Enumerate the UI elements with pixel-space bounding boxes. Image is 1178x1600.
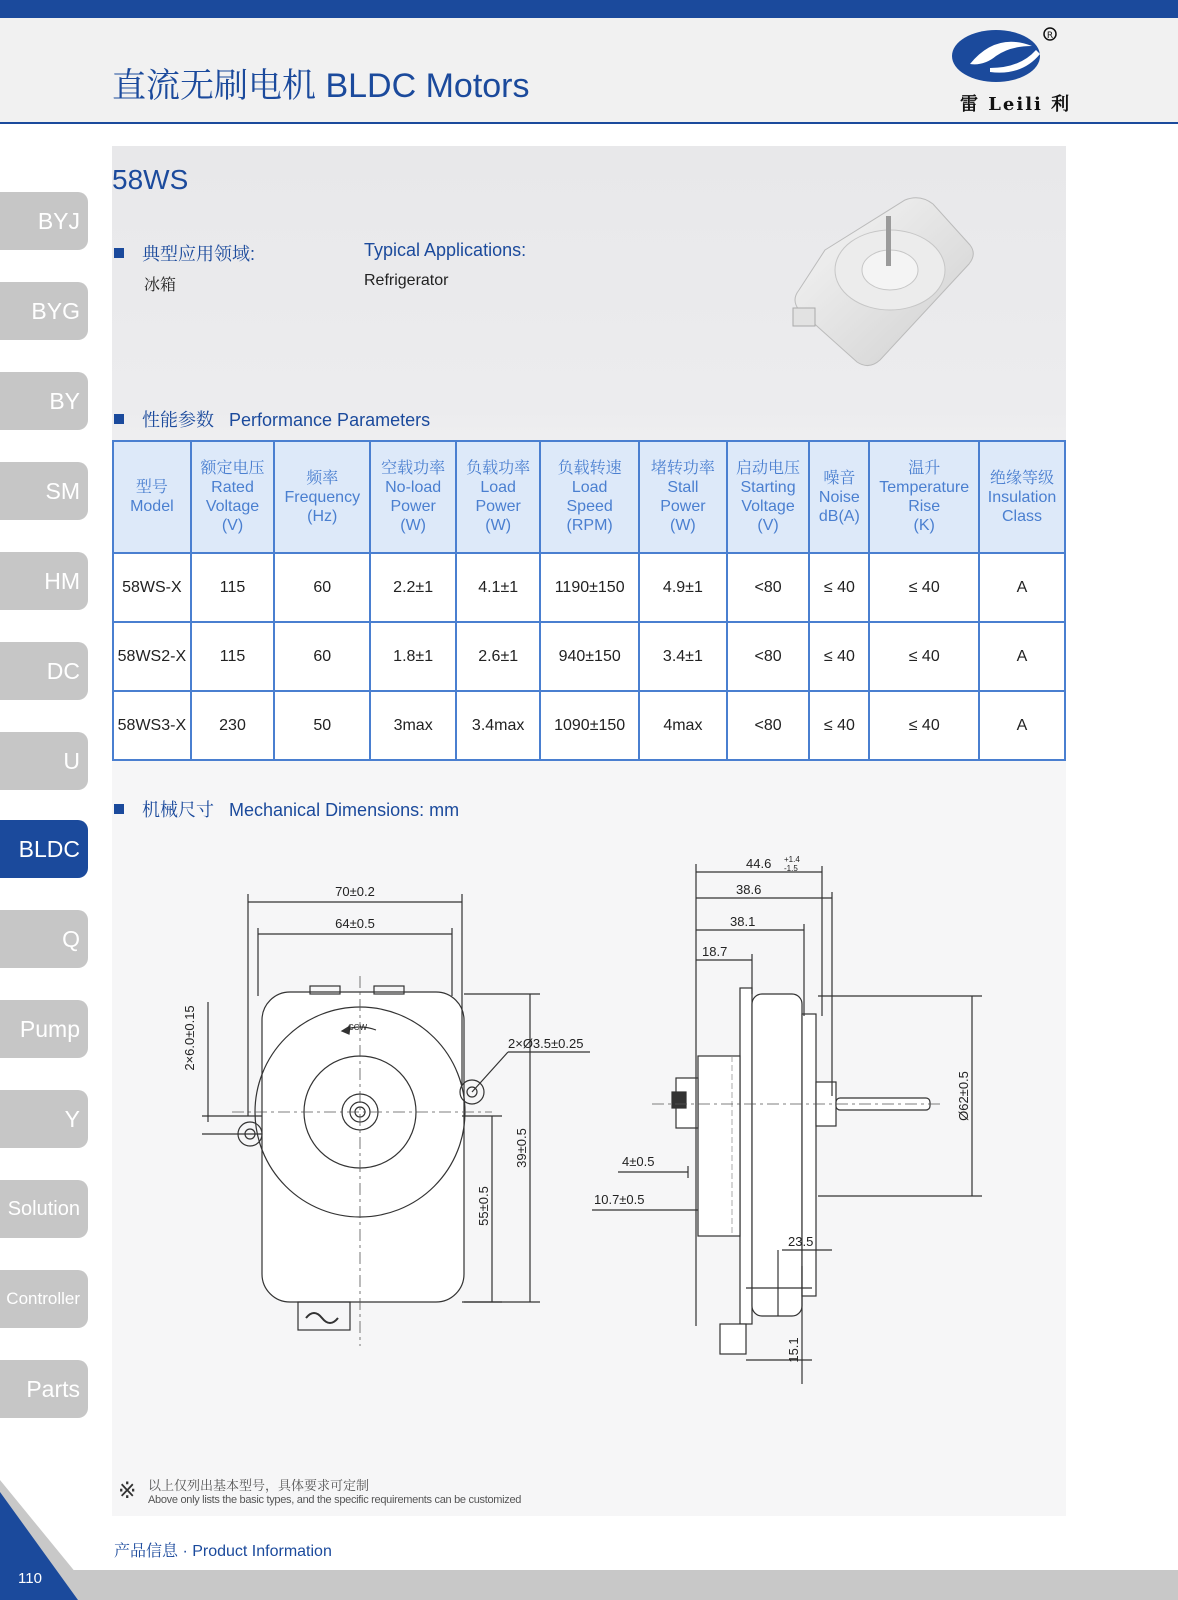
table-cell: 1090±150 — [540, 691, 639, 760]
applications-heading-cn: 典型应用领域: — [114, 240, 255, 266]
table-cell: ≤ 40 — [869, 691, 979, 760]
applications-value-cn: 冰箱 — [144, 277, 177, 294]
tab-by[interactable]: BY — [0, 372, 88, 430]
mechanical-drawing — [112, 826, 1066, 1416]
applications-heading-en: Typical Applications: — [364, 240, 527, 260]
dim-hole-diameter: 2×Ø3.5±0.25 — [508, 1036, 584, 1051]
table-cell: 2.6±1 — [456, 622, 540, 691]
table-cell: <80 — [727, 622, 810, 691]
corner-decoration — [0, 1480, 90, 1600]
page-title: 直流无刷电机 BLDC Motors — [112, 67, 530, 105]
logo-text: 雷 Leili 利 — [960, 94, 1072, 115]
table-cell: ≤ 40 — [869, 622, 979, 691]
table-cell: ≤ 40 — [809, 691, 869, 760]
tab-controller[interactable]: Controller — [0, 1270, 88, 1328]
dim-connector: 23.5 — [788, 1234, 814, 1249]
table-cell: 230 — [191, 691, 275, 760]
bullet-square-icon — [114, 414, 124, 424]
note-mark: ※ — [118, 1478, 137, 1503]
table-cell: A — [979, 553, 1065, 622]
tab-solution[interactable]: Solution — [0, 1180, 88, 1238]
col-insulation-class: 绝缘等级 Insulation Class — [979, 441, 1065, 553]
dim-depth-1: 44.6 — [746, 856, 772, 871]
table-cell: 60 — [274, 622, 370, 691]
dim-width-outer: 70±0.2 — [335, 884, 375, 899]
col-model: 型号 Model — [113, 441, 191, 553]
table-cell: 60 — [274, 553, 370, 622]
table-cell: 4max — [639, 691, 727, 760]
front-view — [182, 884, 590, 1346]
table-cell: A — [979, 622, 1065, 691]
dim-hole-spacing: 2×6.0±0.15 — [182, 1005, 197, 1071]
table-cell: 58WS-X — [113, 553, 191, 622]
table-cell: A — [979, 691, 1065, 760]
top-bar — [0, 0, 1178, 18]
table-cell: 4.9±1 — [639, 553, 727, 622]
performance-heading: 性能参数 Performance Parameters — [114, 406, 430, 432]
dim-terminal: 15.1 — [786, 1337, 801, 1363]
col-noise: 噪音 Noise dB(A) — [809, 441, 869, 553]
table-header-row — [113, 441, 1065, 553]
tab-hm[interactable]: HM — [0, 552, 88, 610]
side-view — [592, 855, 982, 1384]
table-cell: 3.4±1 — [639, 622, 727, 691]
table-cell: 58WS2-X — [113, 622, 191, 691]
dim-total-height: 39±0.5 — [514, 1128, 529, 1168]
tab-q[interactable]: Q — [0, 910, 88, 968]
table-cell: 1.8±1 — [370, 622, 456, 691]
table-row — [113, 691, 1065, 760]
tab-dc[interactable]: DC — [0, 642, 88, 700]
col-load-speed: 负载转速 Load Speed (RPM) — [540, 441, 639, 553]
col-frequency: 频率 Frequency (Hz) — [274, 441, 370, 553]
table-cell: 58WS3-X — [113, 691, 191, 760]
tab-u[interactable]: U — [0, 732, 88, 790]
dim-flange: 4±0.5 — [622, 1154, 655, 1169]
dim-depth-3: 38.1 — [730, 914, 756, 929]
table-cell: <80 — [727, 691, 810, 760]
tol-upper: +1.4 — [784, 855, 800, 864]
dim-hub: 10.7±0.5 — [594, 1192, 645, 1207]
dim-depth-2: 38.6 — [736, 882, 762, 897]
table-cell: 2.2±1 — [370, 553, 456, 622]
col-stall-power: 堵转功率 Stall Power (W) — [639, 441, 727, 553]
svg-text:R: R — [1046, 31, 1054, 41]
col-load-power: 负载功率 Load Power (W) — [456, 441, 540, 553]
footer-product-info: 产品信息 · Product Information — [114, 1543, 332, 1560]
tab-byj[interactable]: BYJ — [0, 192, 88, 250]
tab-parts[interactable]: Parts — [0, 1360, 88, 1418]
table-cell: 940±150 — [540, 622, 639, 691]
tol-lower: -1.5 — [784, 864, 798, 873]
dim-width-inner: 64±0.5 — [335, 916, 375, 931]
mechanical-heading: 机械尺寸 Mechanical Dimensions: mm — [114, 796, 459, 822]
table-cell: 4.1±1 — [456, 553, 540, 622]
col-starting-voltage: 启动电压 Starting Voltage (V) — [727, 441, 810, 553]
tab-bldc[interactable]: BLDC — [0, 820, 88, 878]
bullet-square-icon — [114, 248, 124, 258]
tab-byg[interactable]: BYG — [0, 282, 88, 340]
note-en: Above only lists the basic types, and the specific requirements can be customized — [148, 1494, 522, 1506]
table-cell: 3max — [370, 691, 456, 760]
dim-shaft-height: 55±0.5 — [476, 1186, 491, 1226]
table-cell: 50 — [274, 691, 370, 760]
table-cell: <80 — [727, 553, 810, 622]
note-cn: 以上仅列出基本型号，具体要求可定制 — [148, 1478, 370, 1493]
table-row — [113, 553, 1065, 622]
table-row — [113, 622, 1065, 691]
table-cell: 115 — [191, 553, 275, 622]
tab-y[interactable]: Y — [0, 1090, 88, 1148]
table-cell: 1190±150 — [540, 553, 639, 622]
table-cell: 115 — [191, 622, 275, 691]
tab-sm[interactable]: SM — [0, 462, 88, 520]
table-cell: ≤ 40 — [809, 622, 869, 691]
footer-bar — [0, 1570, 1178, 1600]
table-cell: ≤ 40 — [869, 553, 979, 622]
applications-value-en: Refrigerator — [364, 272, 449, 289]
bullet-square-icon — [114, 804, 124, 814]
col-rated-voltage: 额定电压 Rated Voltage (V) — [191, 441, 275, 553]
tab-pump[interactable]: Pump — [0, 1000, 88, 1058]
table-cell: ≤ 40 — [809, 553, 869, 622]
motor-photo — [785, 190, 985, 380]
col-noload-power: 空载功率 No-load Power (W) — [370, 441, 456, 553]
page-number: 110 — [18, 1570, 42, 1587]
table-cell: 3.4max — [456, 691, 540, 760]
performance-table — [112, 440, 1066, 761]
dim-depth-4: 18.7 — [702, 944, 728, 959]
rotation-label: CCW — [348, 1023, 368, 1032]
model-title: 58WS — [112, 164, 189, 195]
dim-diameter: Ø62±0.5 — [956, 1071, 971, 1121]
col-temperature-rise: 温升 Temperature Rise (K) — [869, 441, 979, 553]
